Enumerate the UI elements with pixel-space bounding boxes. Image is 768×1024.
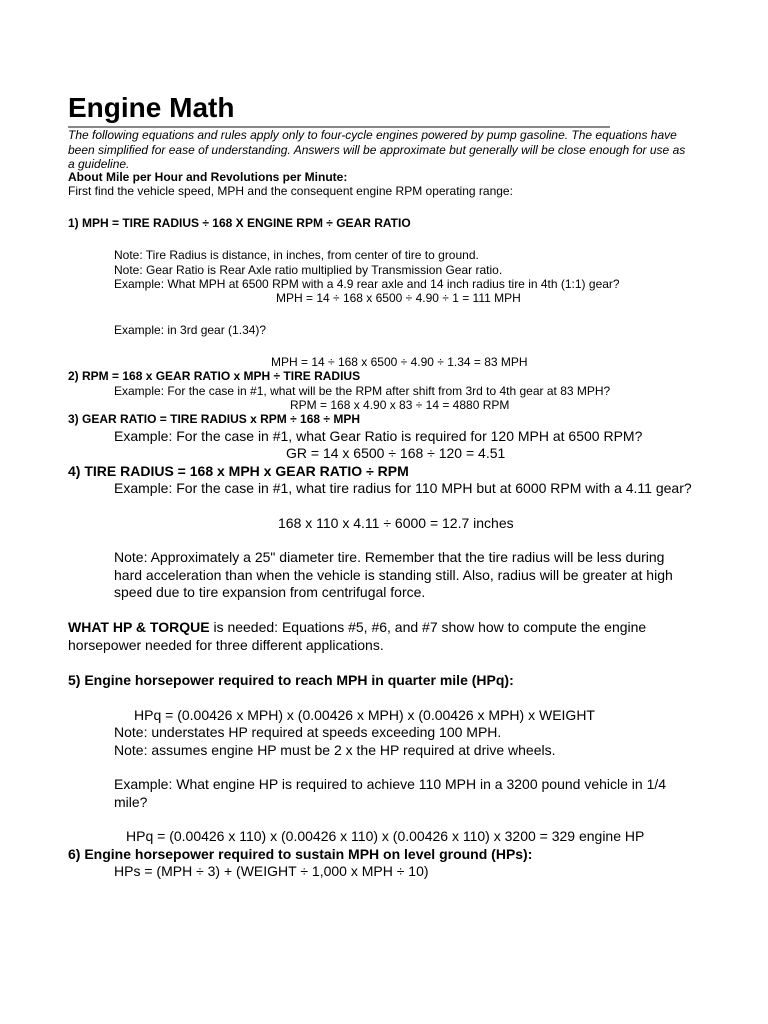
eq5-calc: HPq = (0.00426 x 110) x (0.00426 x 110) x (0.00426 x 110) x 3200 = 329 engine HP <box>126 828 645 844</box>
eq2-example: Example: For the case in #1, what will be the RPM after shift from 3rd to 4th gear at 83 MPH? <box>114 384 611 398</box>
eq4-example: Example: For the case in #1, what tire radius for 110 MPH but at 6000 RPM with a 4.11 gear? <box>114 480 692 496</box>
eq3-calc: GR = 14 x 6500 ÷ 168 ÷ 120 = 4.51 <box>286 445 506 461</box>
eq6-formula: HPs = (MPH ÷ 3) + (WEIGHT ÷ 1,000 x MPH ÷ 10) <box>114 863 429 879</box>
eq1-note2: Note: Gear Ratio is Rear Axle ratio multiplied by Transmission Gear ratio. <box>114 263 503 277</box>
eq2-heading: 2) RPM = 168 x GEAR RATIO x MPH ÷ TIRE RADIUS <box>68 369 361 383</box>
eq6-heading: 6) Engine horsepower required to sustain MPH on level ground (HPs): <box>68 846 533 862</box>
eq5-formula: HPq = (0.00426 x MPH) x (0.00426 x MPH) x (0.00426 x MPH) x WEIGHT <box>134 707 595 723</box>
intro-paragraph: The following equations and rules apply only to four-cycle engines powered by pump gasoline. The equations have been simplified for ease of understanding. Answers will be approximate but generally will be close enough for use as a guideline. <box>68 128 686 171</box>
page-title: Engine Math <box>68 92 235 123</box>
eq4-note: Note: Approximately a 25" diameter tire. Remember that the tire radius will be less during hard acceleration than when the vehicle is standing still. Also, radius will be greater at high speed due to tire expansion from centrifugal force. <box>114 549 673 600</box>
hp-intro-rest: is needed: Equations #5, #6, and #7 show how to compute the engine horsepower needed for three different applications. <box>68 619 647 653</box>
hp-intro <box>68 619 708 654</box>
eq5-example: Example: What engine HP is required to achieve 110 MPH in a 3200 pound vehicle in 1/4 mile? <box>114 776 667 810</box>
about-text: First find the vehicle speed, MPH and the consequent engine RPM operating range: <box>68 184 513 198</box>
eq1-calc: MPH = 14 ÷ 168 x 6500 ÷ 4.90 ÷ 1 = 111 MPH <box>276 291 521 305</box>
eq1-heading: 1) MPH = TIRE RADIUS ÷ 168 X ENGINE RPM ÷ GEAR RATIO <box>68 216 411 230</box>
eq2-calc: RPM = 168 x 4.90 x 83 ÷ 14 = 4880 RPM <box>290 398 510 412</box>
about-heading: About Mile per Hour and Revolutions per Minute: <box>68 170 348 184</box>
eq1-calc2: MPH = 14 ÷ 168 x 6500 ÷ 4.90 ÷ 1.34 = 83 MPH <box>271 355 528 369</box>
eq1-note1: Note: Tire Radius is distance, in inches, from center of tire to ground. <box>114 248 479 262</box>
hp-intro-bold: WHAT HP & TORQUE <box>68 619 210 635</box>
eq1-example2: Example: in 3rd gear (1.34)? <box>114 323 267 337</box>
eq4-heading: 4) TIRE RADIUS = 168 x MPH x GEAR RATIO ÷ RPM <box>68 463 409 479</box>
eq3-heading: 3) GEAR RATIO = TIRE RADIUS x RPM ÷ 168 ÷ MPH <box>68 412 360 426</box>
eq3-example: Example: For the case in #1, what Gear Ratio is required for 120 MPH at 6500 RPM? <box>114 428 643 444</box>
eq1-example: Example: What MPH at 6500 RPM with a 4.9 rear axle and 14 inch radius tire in 4th (1:1) gear? <box>114 277 620 291</box>
eq5-heading: 5) Engine horsepower required to reach MPH in quarter mile (HPq): <box>68 672 514 688</box>
eq4-calc: 168 x 110 x 4.11 ÷ 6000 = 12.7 inches <box>278 515 514 531</box>
eq5-note1: Note: understates HP required at speeds exceeding 100 MPH. <box>114 724 502 740</box>
eq5-note2: Note: assumes engine HP must be 2 x the HP required at drive wheels. <box>114 742 556 758</box>
